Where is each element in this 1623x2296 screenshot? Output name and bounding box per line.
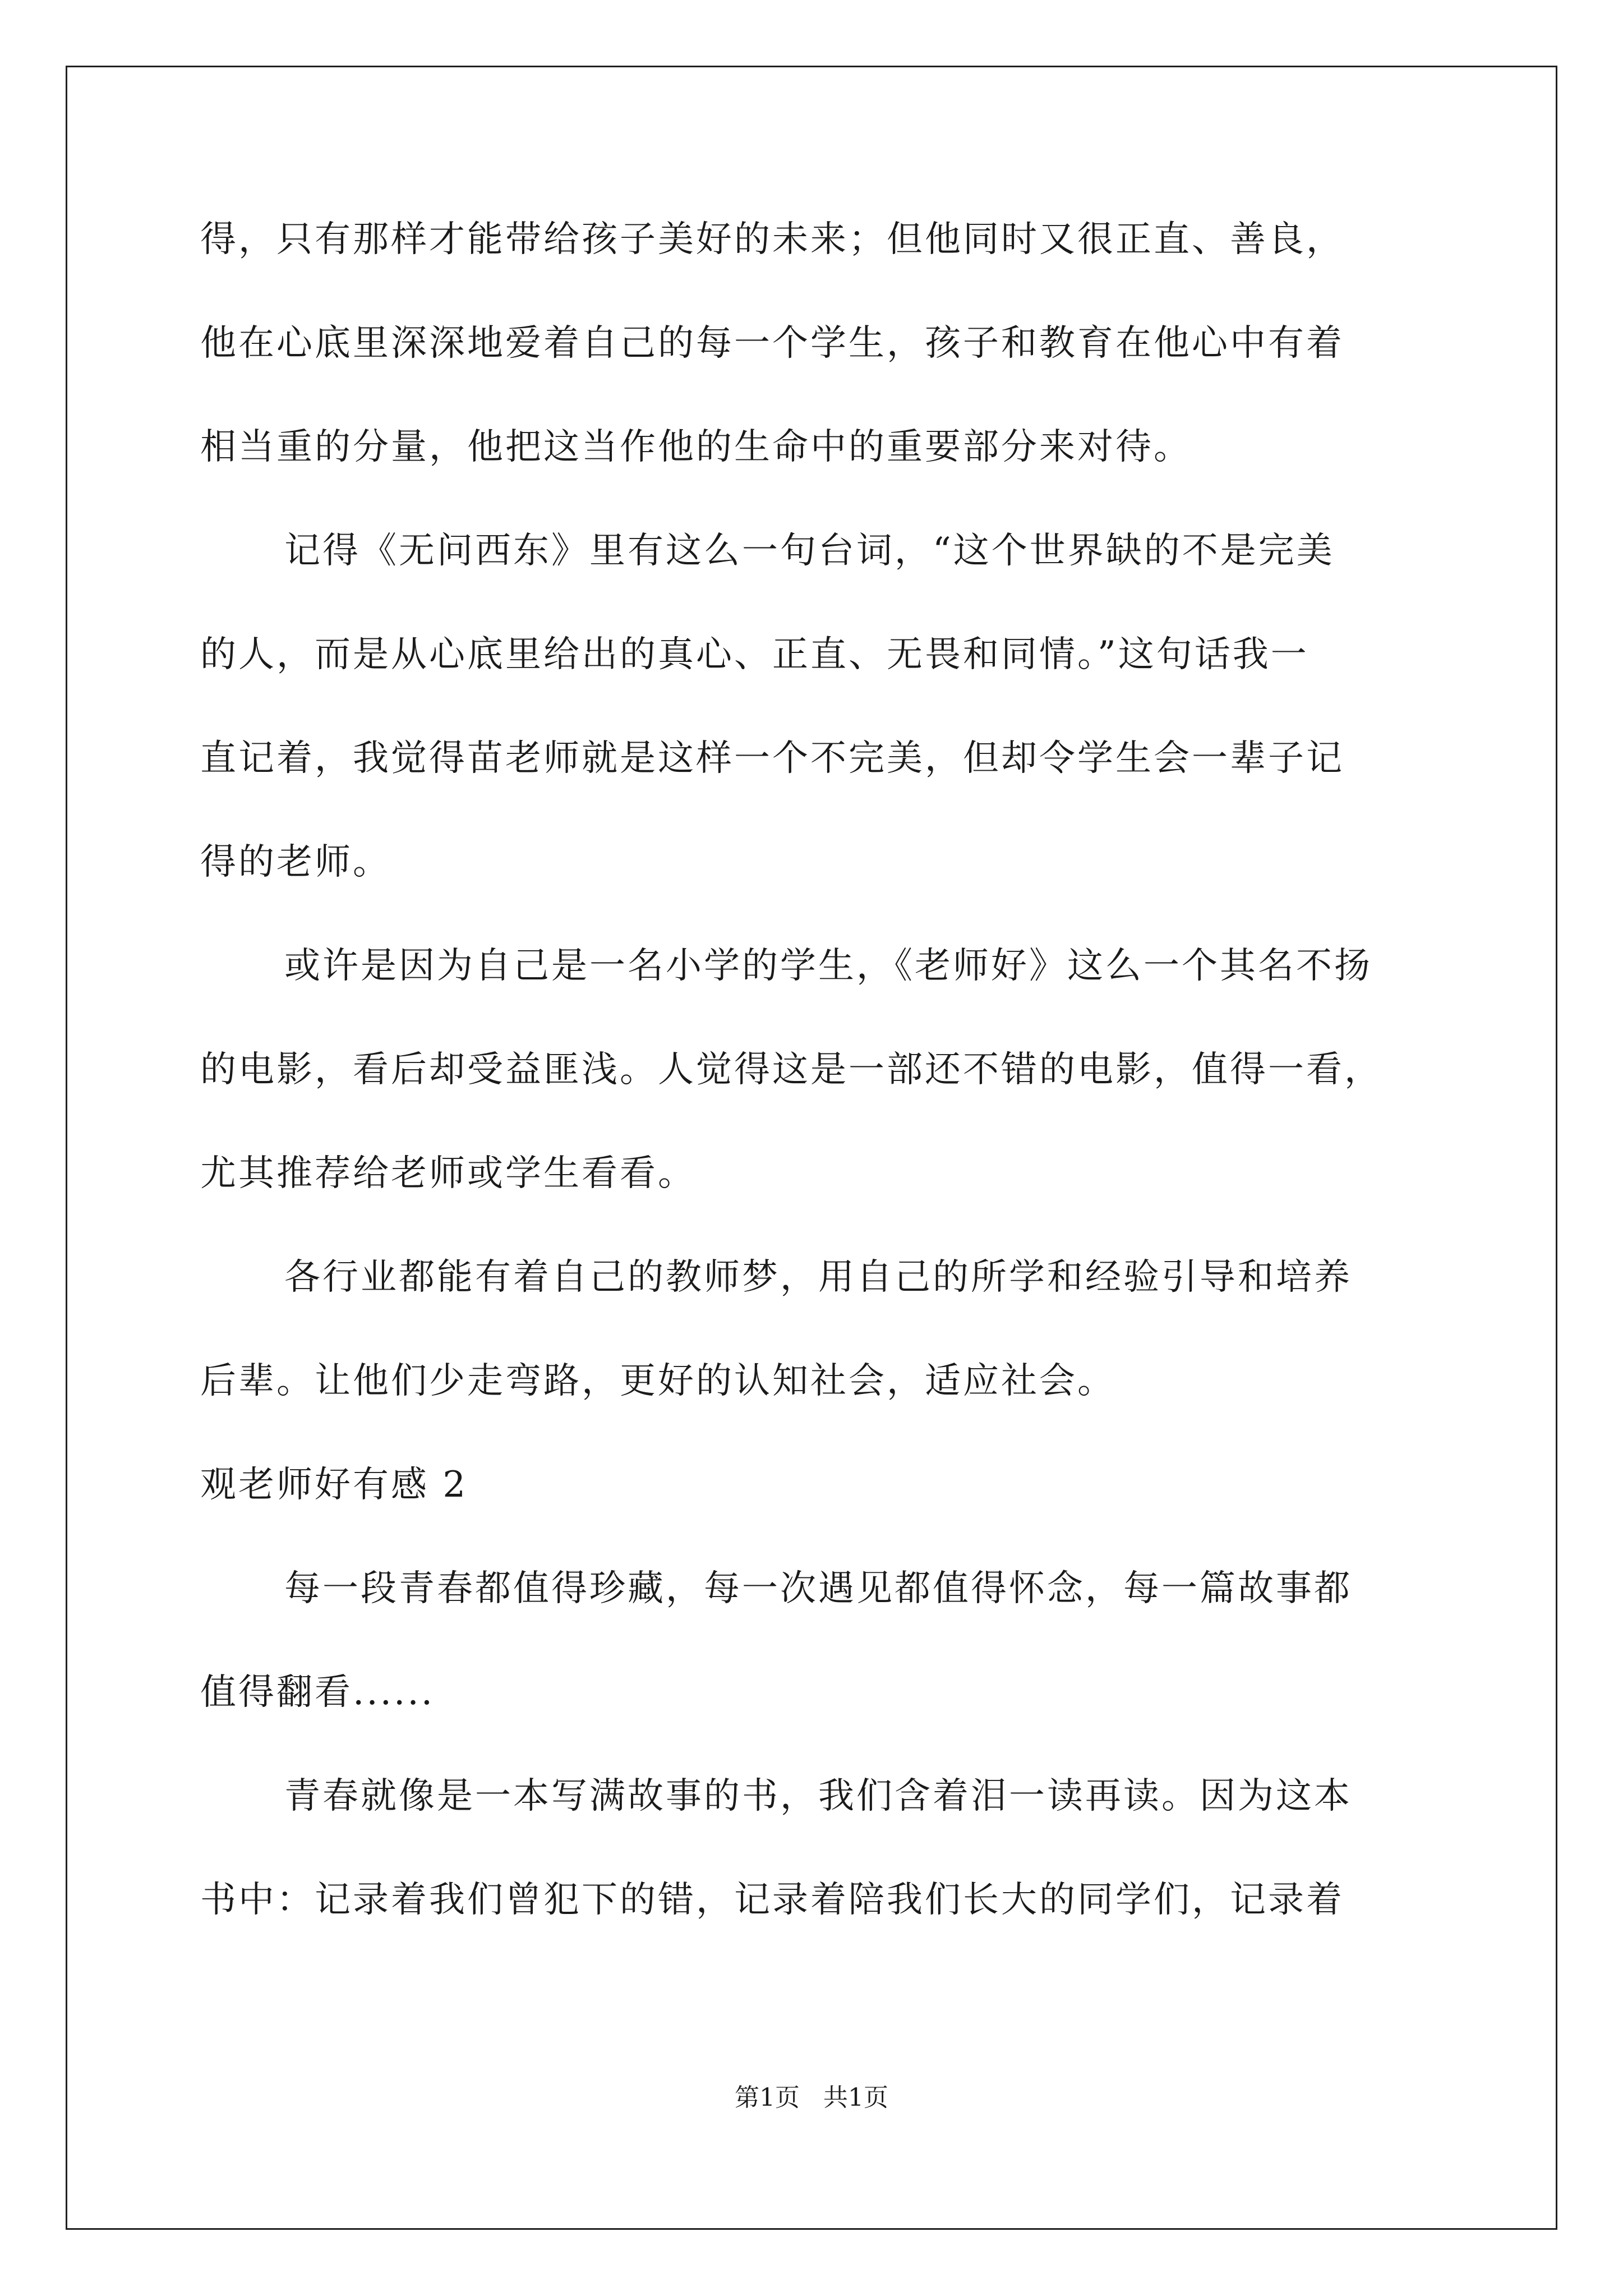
paragraph-start-line: 每一段青春都值得珍藏，每一次遇见都值得怀念，每一篇故事都 [284,1568,1352,1609]
text-line: 的人，而是从心底里给出的真心、正直、无畏和同情。”这句话我一 [200,634,1309,675]
section-heading: 观老师好有感 2 [200,1464,468,1506]
paragraph-start-line: 记得《无问西东》里有这么一句台词，“这个世界缺的不是完美 [284,530,1335,572]
text-line: 后辈。让他们少走弯路，更好的认知社会，适应社会。 [200,1360,1115,1402]
text-line: 的电影，看后却受益匪浅。人觉得这是一部还不错的电影，值得一看， [200,1049,1382,1091]
text-line: 得，只有那样才能带给孩子美好的未来；但他同时又很正直、善良， [200,219,1344,260]
text-line: 尤其推荐给老师或学生看看。 [200,1153,696,1194]
text-line: 他在心底里深深地爱着自己的每一个学生，孩子和教育在他心中有着 [200,323,1344,364]
text-line: 相当重的分量，他把这当作他的生命中的重要部分来对待。 [200,426,1192,468]
paragraph-start-line: 或许是因为自己是一名小学的学生，《老师好》这么一个其名不扬 [284,945,1372,987]
paragraph-start-line: 青春就像是一本写满故事的书，我们含着泪一读再读。因为这本 [284,1775,1352,1817]
text-line: 值得翻看...... [200,1672,435,1713]
text-line: 书中：记录着我们曾犯下的错，记录着陪我们长大的同学们，记录着 [200,1879,1344,1921]
paragraph-start-line: 各行业都能有着自己的教师梦，用自己的所学和经验引导和培养 [284,1257,1352,1298]
text-line: 得的老师。 [200,841,391,883]
text-line: 直记着，我觉得苗老师就是这样一个不完美，但却令学生会一辈子记 [200,738,1344,779]
page-footer: 第1页 共1页 [735,2083,888,2112]
